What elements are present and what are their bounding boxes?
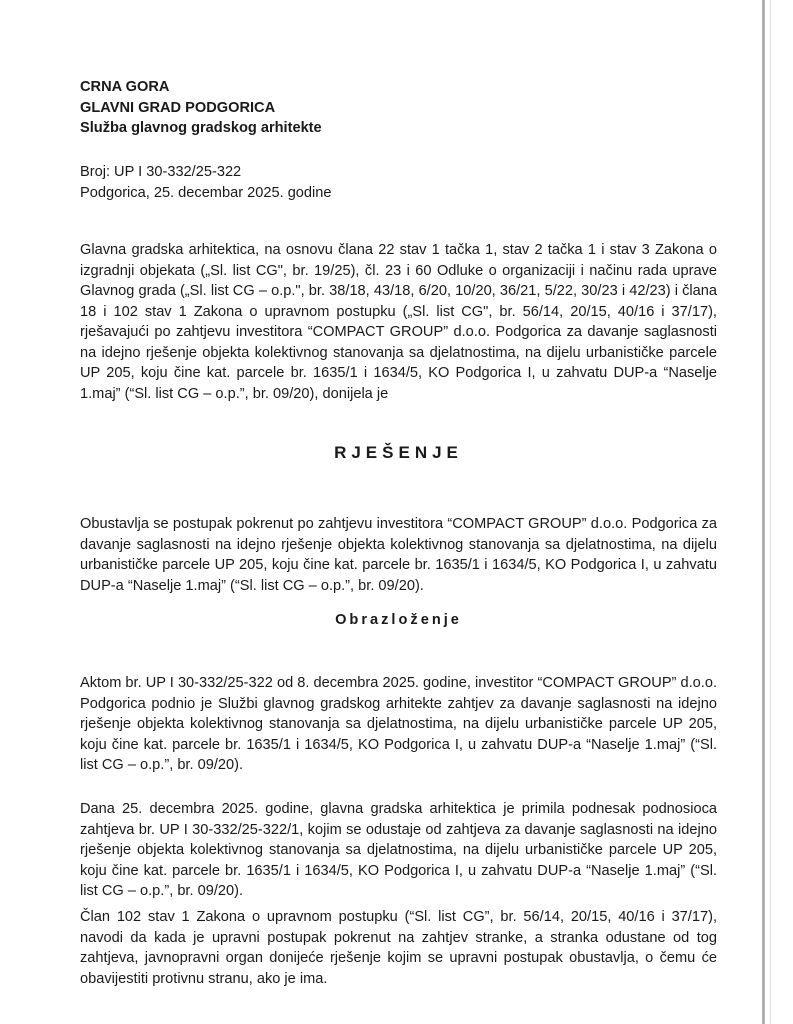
document-meta bbox=[80, 162, 332, 203]
reasoning-heading: Obrazloženje bbox=[335, 612, 462, 628]
reasoning-paragraph-2: Dana 25. decembra 2025. godine, glavna gradska arhitektica je primila podnesak podnosioca zahtjeva br. UP I 30-332/25-322/1, kojim se odustaje od zahtjeva za davanje saglasnosti na idejno rješenje objekta kolektivnog stanovanja sa djelatnostima, na dijelu urbanističke parcele UP 205, koju čine kat. parcele br. 1635/1 i 1634/5, KO Podgorica I, u zahvatu DUP-a “Naselje 1.maj” (“Sl. list CG – o.p.”, br. 09/20). bbox=[80, 801, 717, 899]
reasoning-paragraph-1: Aktom br. UP I 30-332/25-322 od 8. decembra 2025. godine, investitor “COMPACT GROUP” d.o.o. Podgorica podnio je Službi glavnog gradskog arhitekte zahtjev za davanje saglasnosti na idejno rješenje objekta kolektivnog stanovanja sa djelatnostima, na dijelu urbanističke parcele UP 205, koju čine kat. parcele br. 1635/1 i 1634/5, KO Podgorica I, u zahvatu DUP-a “Naselje 1.maj” (“Sl. list CG – o.p.”, br. 09/20). bbox=[80, 675, 717, 773]
decision-heading: RJEŠENJE bbox=[334, 443, 463, 462]
document-date: Podgorica, 25. decembar 2025. godine bbox=[80, 184, 332, 201]
document-header bbox=[80, 77, 322, 139]
reasoning-paragraph-3: Član 102 stav 1 Zakona o upravnom postupku (“Sl. list CG”, br. 56/14, 20/15, 40/16 i 37/17), navodi da kada je upravni postupak pokrenut na zahtjev stranke, a stranka odustane od tog zahtjeva, javnopravni organ donijeće rješenje kojim se upravni postupak obustavlja, o čemu će obavijestiti protivnu stranu, ako je ima. bbox=[80, 909, 717, 987]
document-number: Broj: UP I 30-332/25-322 bbox=[80, 164, 242, 180]
header-country: CRNA GORA bbox=[80, 79, 170, 95]
header-office: Služba glavnog gradskog arhitekte bbox=[80, 120, 322, 136]
intro-paragraph: Glavna gradska arhitektica, na osnovu člana 22 stav 1 tačka 1, stav 2 tačka 1 i stav 3 Zakona o izgradnji objekata („Sl. list CG", br. 19/25), čl. 23 i 60 Odluke o organizaciji i načinu rada uprave Glavnog grada („Sl. list CG – o.p.", br. 38/18, 43/18, 6/20, 10/20, 36/21, 5/22, 30/23 i 42/23) i člana 18 i 102 stav 1 Zakona o upravnom postupku („Sl. list CG", br. 56/14, 20/15, 40/16 i 37/17), rješavajući po zahtjevu investitora “COMPACT GROUP” d.o.o. Podgorica za davanje saglasnosti na idejno rješenje objekta kolektivnog stanovanja sa djelatnostima, na dijelu urbanističke parcele UP 205, koju čine kat. parcele br. 1635/1 i 1634/5, KO Podgorica I, u zahvatu DUP-a “Naselje 1.maj” (“Sl. list CG – o.p.”, br. 09/20), donijela je bbox=[80, 242, 717, 402]
scan-edge-shadow bbox=[770, 0, 771, 1024]
decision-paragraph: Obustavlja se postupak pokrenut po zahtjevu investitora “COMPACT GROUP” d.o.o. Podgorica za davanje saglasnosti na idejno rješenje objekta kolektivnog stanovanja sa djelatnostima, na dijelu urbanističke parcele UP 205, koju čine kat. parcele br. 1635/1 i 1634/5, KO Podgorica I, u zahvatu DUP-a “Naselje 1.maj” (“Sl. list CG – o.p.”, br. 09/20). bbox=[80, 516, 717, 594]
header-city: GLAVNI GRAD PODGORICA bbox=[80, 99, 276, 116]
scan-edge bbox=[762, 0, 765, 1024]
